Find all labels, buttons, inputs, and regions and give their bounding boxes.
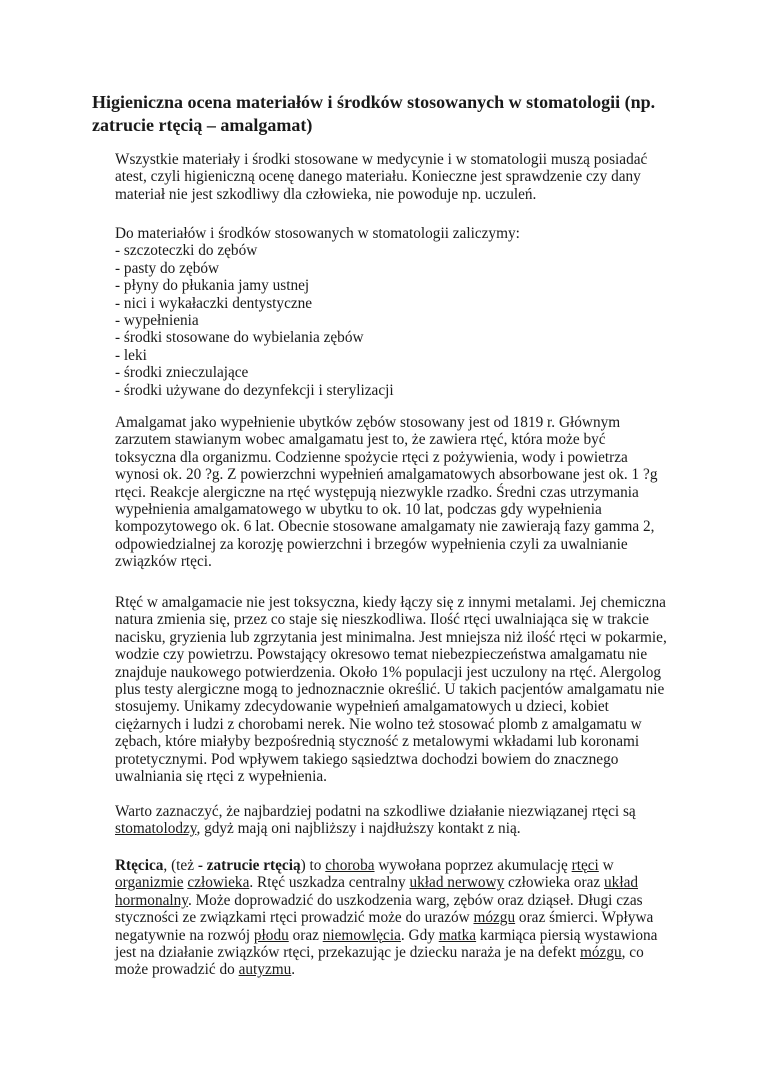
text-line [115, 768, 667, 785]
hyperlink[interactable]: matka [438, 926, 477, 944]
text-segment: w [598, 857, 614, 874]
text-line [115, 260, 520, 277]
text-segment: - szczoteczki do zębów [115, 242, 258, 260]
hyperlink[interactable]: mózgu [473, 909, 516, 927]
text-line [115, 611, 667, 628]
paragraph-amalgam [115, 414, 657, 571]
text-segment: Amalgamat jako wypełnienie ubytków zębów stosowany jest od 1819 r. Głównym [115, 414, 621, 431]
text-segment: toksyczna dla organizmu. Codzienne spożycie rtęci z pożywienia, wody i powietrza [115, 448, 628, 466]
text-line [115, 892, 657, 909]
text-segment: ) to [300, 857, 326, 874]
hyperlink[interactable]: niemowlęcia [322, 926, 401, 944]
text-segment: zarzutem stawianym wobec amalgamatu jest to, że zawiera rtęć, która może być [115, 431, 606, 449]
text-segment: ciężarnych i ludzi z chorobami nerek. Nie wolno też stosować plomb z amalgamatu w [115, 715, 642, 733]
text-line [115, 364, 520, 381]
text-line [115, 698, 667, 715]
text-segment: - wypełnienia [115, 312, 199, 330]
text-line [115, 168, 647, 185]
text-segment: Warto zaznaczyć, że najbardziej podatni na szkodliwe działanie niezwiązanej rtęci są [115, 803, 636, 820]
text-line [115, 151, 647, 168]
text-segment: może prowadzić do [115, 961, 239, 979]
hyperlink[interactable]: choroba [325, 857, 375, 874]
text-segment: - pasty do zębów [115, 259, 220, 277]
text-line [115, 242, 520, 259]
text-line [115, 716, 667, 733]
text-segment: Rtęć w amalgamacie nie jest toksyczna, kiedy łączy się z innymi metalami. Jej chemiczna [115, 594, 666, 611]
text-line [115, 594, 667, 611]
bold-text: Rtęcica [115, 857, 164, 874]
text-segment: - płyny do płukania jamy ustnej [115, 277, 310, 295]
hyperlink[interactable]: człowieka [187, 874, 250, 892]
text-line [115, 225, 520, 242]
text-segment: negatywnie na rozwój [115, 926, 254, 944]
text-segment: Do materiałów i środków stosowanych w stomatologii zaliczymy: [115, 225, 520, 242]
text-segment: . Rtęć uszkadza centralny [249, 874, 410, 892]
hyperlink[interactable]: płodu [253, 926, 289, 944]
text-segment: plus testy alergiczne mogą to jednoznacznie określić. U takich pacjentów amalgamatu nie [115, 681, 665, 699]
text-segment: protetycznymi. Pod wpływem takiego sąsiedztwa dochodzi bowiem do znacznego [115, 750, 619, 768]
text-segment: wypełnienia amalgamatowego w ubytku to ok. 10 lat, podczas gdy wypełnienia [115, 501, 602, 519]
text-line [115, 874, 657, 891]
text-line [115, 329, 520, 346]
text-line [115, 312, 520, 329]
text-line [115, 646, 667, 663]
title-line: Higieniczna ocena materiałów i środków stosowanych w stomatologii (np. [92, 92, 656, 112]
text-line [115, 961, 657, 978]
text-segment: związków rtęci. [115, 553, 212, 571]
text-line [115, 536, 657, 553]
text-segment: , (też [163, 857, 198, 874]
text-line [115, 820, 636, 837]
text-line [115, 277, 520, 294]
hyperlink[interactable]: mózgu [580, 944, 622, 962]
text-line [115, 733, 667, 750]
text-segment: nacisku, gryzienia lub zgrzytania jest minimalna. Jest mniejsza niż ilość rtęci w pokarmie, [115, 628, 667, 646]
text-line [115, 431, 657, 448]
text-segment: znajduje naukowego potwierdzenia. Około 1% populacji jest uczulony na rtęć. Alergolog [115, 663, 661, 681]
text-segment: atest, czyli higieniczną ocenę danego materiału. Konieczne jest sprawdzenie czy dany [115, 168, 641, 186]
text-segment: Wszystkie materiały i środki stosowane w medycynie i w stomatologii muszą posiadać [115, 151, 648, 168]
text-segment: . Gdy [400, 926, 439, 944]
text-line [115, 909, 657, 926]
text-segment: karmiąca piersią wystawiona [476, 926, 658, 944]
text-line [115, 857, 657, 874]
text-line [115, 186, 647, 203]
paragraph-mercury-toxicity [115, 594, 667, 785]
text-segment: jest na działanie związków rtęci, przekazując je dziecku naraża je na defekt [115, 944, 581, 962]
paragraph-mercury-poisoning [115, 857, 657, 979]
text-line [115, 927, 657, 944]
text-line [115, 518, 657, 535]
hyperlink[interactable]: autyzmu [238, 961, 292, 979]
text-line [115, 449, 657, 466]
text-segment: natura zmienia się, przez co staje się nieszkodliwa. Ilość rtęci uwalniająca się w trakcie [115, 611, 649, 629]
text-line [115, 803, 636, 820]
text-segment: wywołana poprzez akumulację [374, 857, 572, 874]
bold-text: - zatrucie rtęcią [197, 857, 301, 874]
text-segment: - środki znieczulające [115, 364, 249, 382]
text-segment: uwalniania się rtęci z wypełnienia. [115, 768, 327, 786]
text-line [115, 751, 667, 768]
text-segment: styczności ze związkami rtęci prowadzić może do urazów [115, 909, 474, 927]
text-segment: człowieka oraz [504, 874, 605, 892]
text-segment: wynosi ok. 20 ?g. Z powierzchni wypełnień amalgamatowych absorbowane jest ok. 1 ?g [115, 466, 658, 484]
text-line [115, 664, 667, 681]
paragraph-materials-list [115, 225, 520, 399]
text-segment: - nici i wykałaczki dentystyczne [115, 294, 313, 312]
text-segment: - środki stosowane do wybielania zębów [115, 329, 364, 347]
text-segment: kompozytowego ok. 6 lat. Obecnie stosowane amalgamaty nie zawierają fazy gamma 2, [115, 518, 655, 536]
text-segment: . [291, 961, 296, 979]
text-segment: , gdyż mają oni najbliższy i najdłuższy kontakt z nią. [196, 820, 521, 838]
text-segment: wodzie czy powietrzu. Powstający okresowo temat niebezpieczeństwa amalgamatu nie [115, 646, 648, 664]
text-line [115, 382, 520, 399]
text-segment: oraz [288, 926, 323, 944]
hyperlink[interactable]: hormonalny [115, 891, 188, 909]
document-title [92, 91, 655, 137]
text-line [115, 347, 520, 364]
text-segment: oraz śmierci. Wpływa [515, 909, 654, 927]
text-line [115, 295, 520, 312]
text-segment: rtęci. Reakcje alergiczne na rtęć występują niezwykle rzadko. Średni czas utrzymania [115, 483, 639, 501]
paragraph-dentists [115, 803, 636, 838]
hyperlink[interactable]: układ nerwowy [409, 874, 505, 892]
text-line [115, 553, 657, 570]
text-line [115, 466, 657, 483]
text-segment: stosujemy. Unikamy zdecydowanie wypełnień amalgamatowych u dzieci, kobiet [115, 698, 609, 716]
text-line [115, 501, 657, 518]
hyperlink[interactable]: układ [604, 874, 639, 892]
text-line [115, 944, 657, 961]
hyperlink[interactable]: organizmie [115, 874, 184, 892]
text-segment: - leki [115, 346, 147, 364]
text-segment: materiał nie jest szkodliwy dla człowieka, nie powoduje np. uczuleń. [115, 185, 537, 203]
text-segment: , co [621, 944, 644, 962]
hyperlink[interactable]: stomatolodzy [115, 820, 197, 838]
text-segment: - środki używane do dezynfekcji i sterylizacji [115, 381, 394, 399]
text-segment: zębach, które miałyby bezpośrednią styczność z metalowymi wkładami lub koronami [115, 733, 640, 751]
paragraph-intro [115, 151, 647, 203]
text-segment: odpowiedzialnej za korozję powierzchni i brzegów wypełnienia czyli za uwalnianie [115, 535, 628, 553]
hyperlink[interactable]: rtęci [571, 857, 599, 874]
text-segment: . Może doprowadzić do uszkodzenia warg, zębów oraz dziąseł. Długi czas [187, 891, 643, 909]
text-line [115, 681, 667, 698]
text-line [115, 484, 657, 501]
title-line: zatrucie rtęcią – amalgamat) [92, 115, 313, 135]
text-line [115, 629, 667, 646]
text-line [115, 414, 657, 431]
